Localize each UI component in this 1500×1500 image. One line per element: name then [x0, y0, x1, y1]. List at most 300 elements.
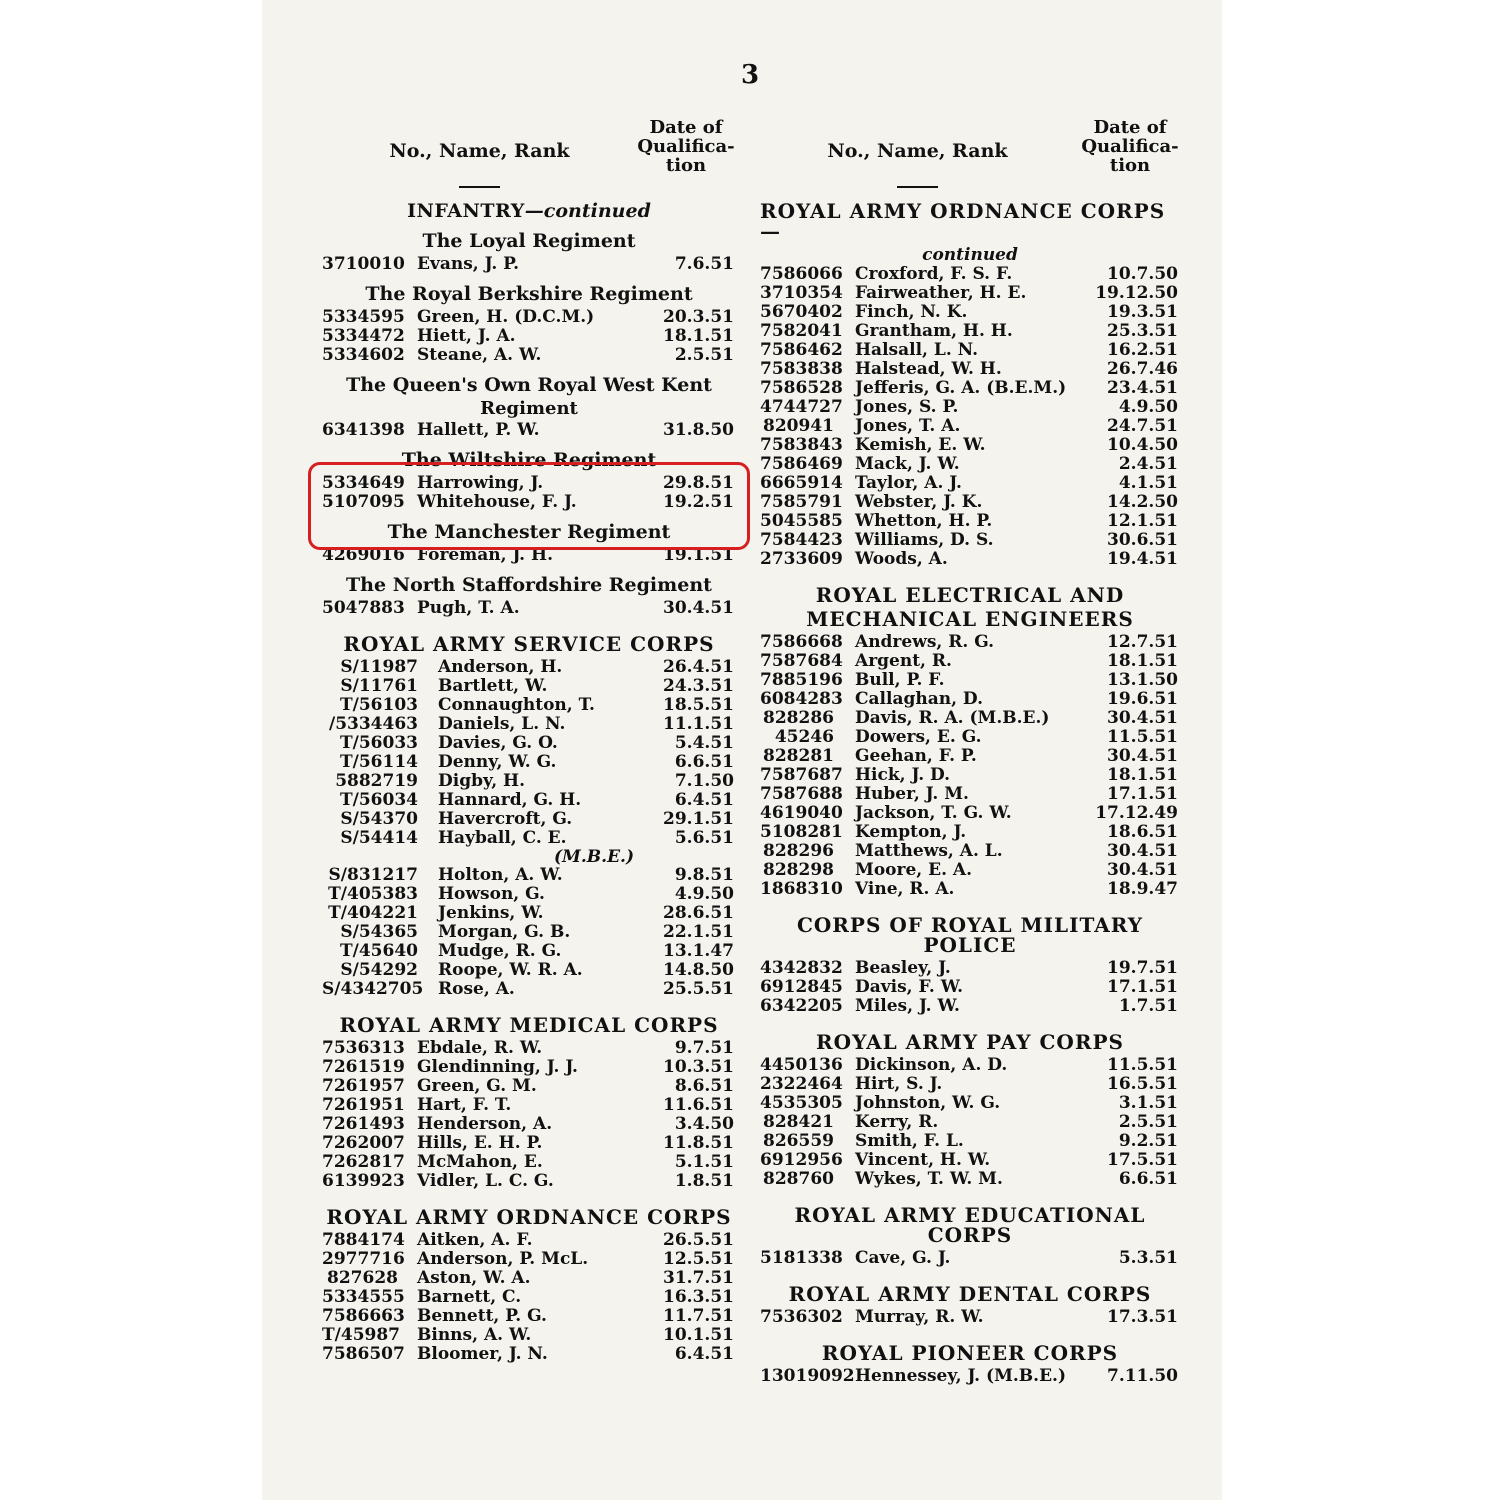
name-rank: Hick, J. D. [855, 765, 951, 785]
qualification-date: 22.1.51 [663, 922, 734, 942]
service-number: 7261951 [322, 1095, 405, 1115]
table-row [322, 791, 736, 810]
qualification-date: 6.4.51 [674, 1344, 734, 1364]
table-row [322, 1039, 736, 1058]
name-rank: Green, G. M. [417, 1076, 537, 1096]
service-number: 5045585 [760, 511, 843, 531]
table-row [322, 1326, 736, 1345]
service-number: 820941 [763, 416, 834, 436]
qualification-date: 2.5.51 [1118, 1112, 1178, 1132]
table-row [760, 265, 1180, 284]
regiment-section [322, 284, 736, 365]
table-row [760, 1249, 1180, 1268]
table-row [322, 1153, 736, 1172]
qualification-date: 30.4.51 [663, 598, 734, 618]
table-row [760, 728, 1180, 747]
service-number: S/54365 [340, 922, 418, 942]
rasc-title: ROYAL ARMY SERVICE CORPS [343, 632, 715, 656]
name-rank: Andrews, R. G. [855, 632, 995, 652]
name-rank: Matthews, A. L. [855, 841, 1003, 861]
table-row [760, 880, 1180, 899]
name-rank: Vine, R. A. [855, 879, 955, 899]
infantry-heading-suffix: —continued [524, 200, 651, 222]
highlight-box-wiltshire [308, 462, 750, 550]
name-rank: Murray, R. W. [855, 1307, 984, 1327]
name-rank: Jones, T. A. [855, 416, 961, 436]
table-row [322, 599, 736, 618]
qualification-date: 19.6.51 [1107, 689, 1178, 709]
ramc-section [322, 1015, 736, 1191]
qualification-date: 4.1.51 [1118, 473, 1178, 493]
qualification-date: 7.1.50 [674, 771, 734, 791]
name-rank: Williams, D. S. [855, 530, 994, 550]
rasc-section [322, 634, 736, 999]
name-rank: Dickinson, A. D. [855, 1055, 1008, 1075]
service-number: S/11761 [340, 676, 418, 696]
table-row [760, 1170, 1180, 1189]
qualification-date: 17.5.51 [1107, 1150, 1178, 1170]
service-number: 828760 [763, 1169, 834, 1189]
name-rank: Webster, J. K. [855, 492, 983, 512]
name-rank: Moore, E. A. [855, 860, 973, 880]
table-row [760, 455, 1180, 474]
name-rank: Glendinning, J. J. [417, 1057, 578, 1077]
name-rank: Fairweather, H. E. [855, 283, 1027, 303]
name-rank: Geehan, F. P. [855, 746, 977, 766]
header-date-qualification: Date of Qualifica- tion [637, 117, 735, 176]
table-row [322, 1288, 736, 1307]
name-rank: Anderson, P. McL. [417, 1249, 589, 1269]
column-header-right [760, 118, 1180, 193]
service-number: 828421 [763, 1112, 834, 1132]
header-date-qualification-right: Date of Qualifica- tion [1081, 117, 1179, 176]
qualification-date: 1.8.51 [674, 1171, 734, 1191]
service-number: T/56114 [339, 752, 418, 772]
qualification-date: 12.7.51 [1107, 632, 1178, 652]
raoc-cont-section [760, 201, 1180, 569]
header-name-rank-right: No., Name, Rank [827, 140, 1008, 162]
name-rank: Ebdale, R. W. [417, 1038, 543, 1058]
rapc-section [760, 1032, 1180, 1189]
table-row [322, 923, 736, 942]
name-rank: Wykes, T. W. M. [855, 1169, 1003, 1189]
qualification-date: 29.1.51 [663, 809, 734, 829]
name-rank: Jones, S. P. [855, 397, 959, 417]
service-number: 827628 [327, 1268, 398, 1288]
table-row [322, 772, 736, 791]
name-rank: Grantham, H. H. [855, 321, 1013, 341]
table-row [322, 715, 736, 734]
qualification-date: 30.4.51 [1107, 708, 1178, 728]
service-number: 5047883 [322, 598, 405, 618]
service-number: 4619040 [760, 803, 843, 823]
raoc-cont-continued: continued [922, 245, 1018, 265]
service-number: 828281 [763, 746, 834, 766]
qualification-date: 6.6.51 [674, 752, 734, 772]
table-row [760, 709, 1180, 728]
right-column [760, 118, 1180, 1386]
table-row [322, 696, 736, 715]
reme-title: ROYAL ELECTRICAL AND [815, 583, 1125, 607]
qualification-date: 1.7.51 [1118, 996, 1178, 1016]
regiment-title: The Wiltshire Regiment [401, 449, 657, 471]
qualification-date: 30.4.51 [1107, 746, 1178, 766]
qualification-date: 17.1.51 [1107, 977, 1178, 997]
qualification-date: 17.1.51 [1107, 784, 1178, 804]
name-rank: Digby, H. [438, 771, 526, 791]
regiment-title: The Manchester Regiment [387, 521, 671, 543]
qualification-date: 31.8.50 [663, 420, 734, 440]
name-rank: Vincent, H. W. [855, 1150, 991, 1170]
qualification-date: 11.5.51 [1107, 1055, 1178, 1075]
rpc-title: ROYAL PIONEER CORPS [821, 1341, 1119, 1365]
table-row [760, 690, 1180, 709]
name-rank: Daniels, L. N. [438, 714, 566, 734]
name-rank: Davies, G. O. [438, 733, 558, 753]
qualification-date: 5.4.51 [674, 733, 734, 753]
service-number: T/45987 [322, 1325, 401, 1345]
name-rank: Bull, P. F. [855, 670, 945, 690]
qualification-date: 12.5.51 [663, 1249, 734, 1269]
service-number: 7586462 [760, 340, 843, 360]
service-number: 7261519 [322, 1057, 405, 1077]
service-number: 7582041 [760, 321, 843, 341]
qualification-date: 25.3.51 [1107, 321, 1178, 341]
table-row [322, 961, 736, 980]
qualification-date: 4.9.50 [674, 884, 734, 904]
table-row [760, 1132, 1180, 1151]
name-rank: Taylor, A. J. [855, 473, 962, 493]
table-row [760, 284, 1180, 303]
table-row [760, 785, 1180, 804]
table-row [760, 997, 1180, 1016]
qualification-date: 19.7.51 [1107, 958, 1178, 978]
table-row [322, 421, 736, 440]
name-rank: Cave, G. J. [855, 1248, 951, 1268]
table-row [322, 1269, 736, 1288]
service-number: 5334472 [322, 326, 405, 346]
rapc-title: ROYAL ARMY PAY CORPS [816, 1030, 1124, 1054]
header-name-rank: No., Name, Rank [389, 140, 570, 162]
qualification-date: 10.1.51 [663, 1325, 734, 1345]
service-number: 4342832 [760, 958, 843, 978]
table-row [760, 1056, 1180, 1075]
service-number: 7586469 [760, 454, 843, 474]
raoc-section [322, 1207, 736, 1364]
name-rank: Hannard, G. H. [438, 790, 582, 810]
service-number: S/831217 [328, 865, 418, 885]
name-rank: Barnett, C. [417, 1287, 522, 1307]
service-number: 4450136 [760, 1055, 843, 1075]
name-rank: Steane, A. W. [417, 345, 542, 365]
name-rank: Havercroft, G. [438, 809, 573, 829]
name-rank: Aitken, A. F. [417, 1230, 533, 1250]
service-number: 4535305 [760, 1093, 843, 1113]
service-number: T/56103 [339, 695, 418, 715]
name-rank: Callaghan, D. [855, 689, 983, 709]
name-rank: Anderson, H. [438, 657, 563, 677]
qualification-date: 12.1.51 [1107, 511, 1178, 531]
name-rank: Jackson, T. G. W. [855, 803, 1012, 823]
regiment-subtitle: Regiment [480, 398, 578, 419]
qualification-date: 11.1.51 [663, 714, 734, 734]
table-row [322, 308, 736, 327]
service-number: 7587688 [760, 784, 843, 804]
service-number: 7587684 [760, 651, 843, 671]
raec-section [760, 1205, 1180, 1268]
table-row [322, 658, 736, 677]
name-rank: Beasley, J. [855, 958, 951, 978]
service-number: 5334602 [322, 345, 405, 365]
service-number: 828286 [763, 708, 834, 728]
qualification-date: 26.7.46 [1107, 359, 1178, 379]
service-number: 7261493 [322, 1114, 405, 1134]
regiment-section [322, 231, 736, 274]
service-number: 828296 [763, 841, 834, 861]
service-number: 828298 [763, 860, 834, 880]
name-rank: Howson, G. [438, 884, 545, 904]
qualification-date: 7.11.50 [1107, 1366, 1178, 1386]
left-column [322, 118, 736, 1364]
table-row [322, 255, 736, 274]
qualification-date: 24.3.51 [663, 676, 734, 696]
qualification-date: 17.3.51 [1107, 1307, 1178, 1327]
name-rank: Morgan, G. B. [438, 922, 571, 942]
name-rank: Hirt, S. J. [855, 1074, 943, 1094]
page-number: 3 [740, 60, 760, 90]
service-number: S/54292 [340, 960, 418, 980]
name-rank: Foreman, J. H. [417, 545, 553, 565]
service-number: T/405383 [328, 884, 418, 904]
table-row [760, 303, 1180, 322]
name-rank: Kemish, E. W. [855, 435, 986, 455]
qualification-date: 11.5.51 [1107, 727, 1178, 747]
table-row [322, 1172, 736, 1191]
radc-title: ROYAL ARMY DENTAL CORPS [788, 1282, 1152, 1306]
qualification-date: 16.2.51 [1107, 340, 1178, 360]
name-rank: Woods, A. [855, 549, 948, 569]
table-row [322, 1231, 736, 1250]
service-number: 5334595 [322, 307, 405, 327]
table-row [322, 980, 736, 999]
qualification-date: 9.8.51 [674, 865, 734, 885]
qualification-date: 24.7.51 [1107, 416, 1178, 436]
name-rank: Halstead, W. H. [855, 359, 1002, 379]
qualification-date: 28.6.51 [663, 903, 734, 923]
qualification-date: 2.5.51 [674, 345, 734, 365]
table-row [760, 747, 1180, 766]
name-rank: Denny, W. G. [438, 752, 557, 772]
service-number: 6341398 [322, 420, 405, 440]
service-number: T/45640 [339, 941, 418, 961]
qualification-date: 9.7.51 [674, 1038, 734, 1058]
qualification-date: 14.8.50 [663, 960, 734, 980]
table-row [322, 810, 736, 829]
service-number: 4744727 [760, 397, 843, 417]
table-row [322, 1307, 736, 1326]
name-rank: Bartlett, W. [438, 676, 548, 696]
table-row [322, 829, 736, 848]
service-number: 7885196 [760, 670, 843, 690]
service-number: T/56033 [339, 733, 418, 753]
service-number: 3710354 [760, 283, 843, 303]
table-row [322, 1077, 736, 1096]
regiment-title: The Royal Berkshire Regiment [365, 283, 693, 305]
service-number: 7262817 [322, 1152, 405, 1172]
qualification-date: 11.7.51 [663, 1306, 734, 1326]
name-rank: Dowers, E. G. [855, 727, 982, 747]
table-row [760, 341, 1180, 360]
qualification-date: 18.6.51 [1107, 822, 1178, 842]
table-row [760, 1094, 1180, 1113]
name-rank: McMahon, E. [417, 1152, 543, 1172]
infantry-heading-text: INFANTRY [407, 200, 525, 222]
name-rank: Hennessey, J. (M.B.E.) [855, 1366, 1067, 1386]
service-number: 7536313 [322, 1038, 405, 1058]
table-row [760, 531, 1180, 550]
service-number: T/404221 [328, 903, 418, 923]
name-rank: Finch, N. K. [855, 302, 968, 322]
service-number: 6084283 [760, 689, 843, 709]
service-number: 1868310 [760, 879, 843, 899]
service-number: 2322464 [760, 1074, 843, 1094]
qualification-date: 2.4.51 [1118, 454, 1178, 474]
name-rank: Davis, R. A. (M.B.E.) [855, 708, 1050, 728]
raoc-title: ROYAL ARMY ORDNANCE CORPS [326, 1205, 732, 1229]
qualification-date: 30.4.51 [1107, 860, 1178, 880]
name-rank: Roope, W. R. A. [438, 960, 583, 980]
service-number: 5108281 [760, 822, 843, 842]
regiment-section [322, 375, 736, 440]
qualification-date: 30.6.51 [1107, 530, 1178, 550]
service-number: 5107095 [322, 492, 405, 512]
qualification-date: 14.2.50 [1107, 492, 1178, 512]
qualification-date: 18.1.51 [1107, 765, 1178, 785]
qualification-date: 13.1.50 [1107, 670, 1178, 690]
regiment-title: The Queen's Own Royal West Kent [346, 374, 712, 396]
crmp-title: CORPS OF ROYAL MILITARY POLICE [796, 913, 1144, 957]
service-number: S/54370 [340, 809, 418, 829]
qualification-date: 10.3.51 [663, 1057, 734, 1077]
name-rank: Hayball, C. E. [438, 828, 567, 848]
name-rank: Green, H. (D.C.M.) [417, 307, 595, 327]
name-rank: Kempton, J. [855, 822, 967, 842]
table-row [322, 1345, 736, 1364]
name-rank: Hallett, P. W. [417, 420, 540, 440]
qualification-date: 19.4.51 [1107, 549, 1178, 569]
raoc-cont-title: ROYAL ARMY ORDNANCE CORPS— [760, 199, 1166, 243]
service-number: 7884174 [322, 1230, 405, 1250]
qualification-date: 16.5.51 [1107, 1074, 1178, 1094]
service-number: 7583838 [760, 359, 843, 379]
table-row [760, 959, 1180, 978]
name-rank: Hills, E. H. P. [417, 1133, 543, 1153]
name-rank: Pugh, T. A. [417, 598, 520, 618]
service-number: 45246 [774, 727, 834, 747]
name-rank: Hiett, J. A. [417, 326, 516, 346]
ramc-title: ROYAL ARMY MEDICAL CORPS [339, 1013, 719, 1037]
table-row [322, 866, 736, 885]
table-row [322, 677, 736, 696]
qualification-date: 19.2.51 [663, 492, 734, 512]
regiment-title: The North Staffordshire Regiment [346, 574, 712, 596]
crmp-section [760, 915, 1180, 1016]
qualification-date: 18.1.51 [663, 326, 734, 346]
qualification-date: 5.3.51 [1118, 1248, 1178, 1268]
service-number: 5334555 [322, 1287, 405, 1307]
qualification-date: 23.4.51 [1107, 378, 1178, 398]
table-row [322, 942, 736, 961]
radc-section [760, 1284, 1180, 1327]
service-number: 4269016 [322, 545, 405, 565]
name-rank: Bloomer, J. N. [417, 1344, 548, 1364]
service-number: 6665914 [760, 473, 843, 493]
service-number: S/11987 [340, 657, 418, 677]
qualification-date: 7.6.51 [674, 254, 734, 274]
qualification-date: 16.3.51 [663, 1287, 734, 1307]
qualification-date: 5.1.51 [674, 1152, 734, 1172]
service-number: 7586066 [760, 264, 843, 284]
name-rank: Kerry, R. [855, 1112, 939, 1132]
service-number: 7583843 [760, 435, 843, 455]
qualification-date: 13.1.47 [663, 941, 734, 961]
service-number: S/4342705 [322, 979, 424, 999]
qualification-date: 29.8.51 [663, 473, 734, 493]
table-row [322, 753, 736, 772]
qualification-date: 3.1.51 [1118, 1093, 1178, 1113]
raec-title: ROYAL ARMY EDUCATIONAL CORPS [794, 1203, 1146, 1247]
name-rank: Vidler, L. C. G. [417, 1171, 554, 1191]
table-row [322, 346, 736, 365]
qualification-date: 19.3.51 [1107, 302, 1178, 322]
service-number: 6912845 [760, 977, 843, 997]
honour-note: (M.B.E.) [554, 847, 634, 867]
qualification-date: 19.1.51 [663, 545, 734, 565]
name-rank: Holton, A. W. [438, 865, 563, 885]
qualification-date: 10.4.50 [1107, 435, 1178, 455]
name-rank: Whitehouse, F. J. [417, 492, 577, 512]
service-number: 6139923 [322, 1171, 405, 1191]
table-row [760, 1308, 1180, 1327]
name-rank: Jefferis, G. A. (B.E.M.) [855, 378, 1067, 398]
table-row [322, 734, 736, 753]
name-rank: Hart, F. T. [417, 1095, 512, 1115]
qualification-date: 10.7.50 [1107, 264, 1178, 284]
table-row [760, 861, 1180, 880]
table-row [760, 804, 1180, 823]
table-row [760, 1113, 1180, 1132]
regiment-section [322, 575, 736, 618]
name-rank: Harrowing, J. [417, 473, 544, 493]
table-row [760, 360, 1180, 379]
reme-title-2: MECHANICAL ENGINEERS [806, 607, 1134, 631]
qualification-date: 20.3.51 [663, 307, 734, 327]
table-row [760, 398, 1180, 417]
name-rank: Huber, J. M. [855, 784, 969, 804]
infantry-sections [322, 231, 736, 618]
table-row [760, 436, 1180, 455]
service-number: S/54414 [340, 828, 418, 848]
service-number: 5181338 [760, 1248, 843, 1268]
qualification-date: 19.12.50 [1095, 283, 1178, 303]
table-row [760, 550, 1180, 569]
service-number: 7586507 [322, 1344, 405, 1364]
service-number: 2733609 [760, 549, 843, 569]
service-number: 7261957 [322, 1076, 405, 1096]
table-row [322, 885, 736, 904]
table-row [760, 978, 1180, 997]
service-number: 5670402 [760, 302, 843, 322]
